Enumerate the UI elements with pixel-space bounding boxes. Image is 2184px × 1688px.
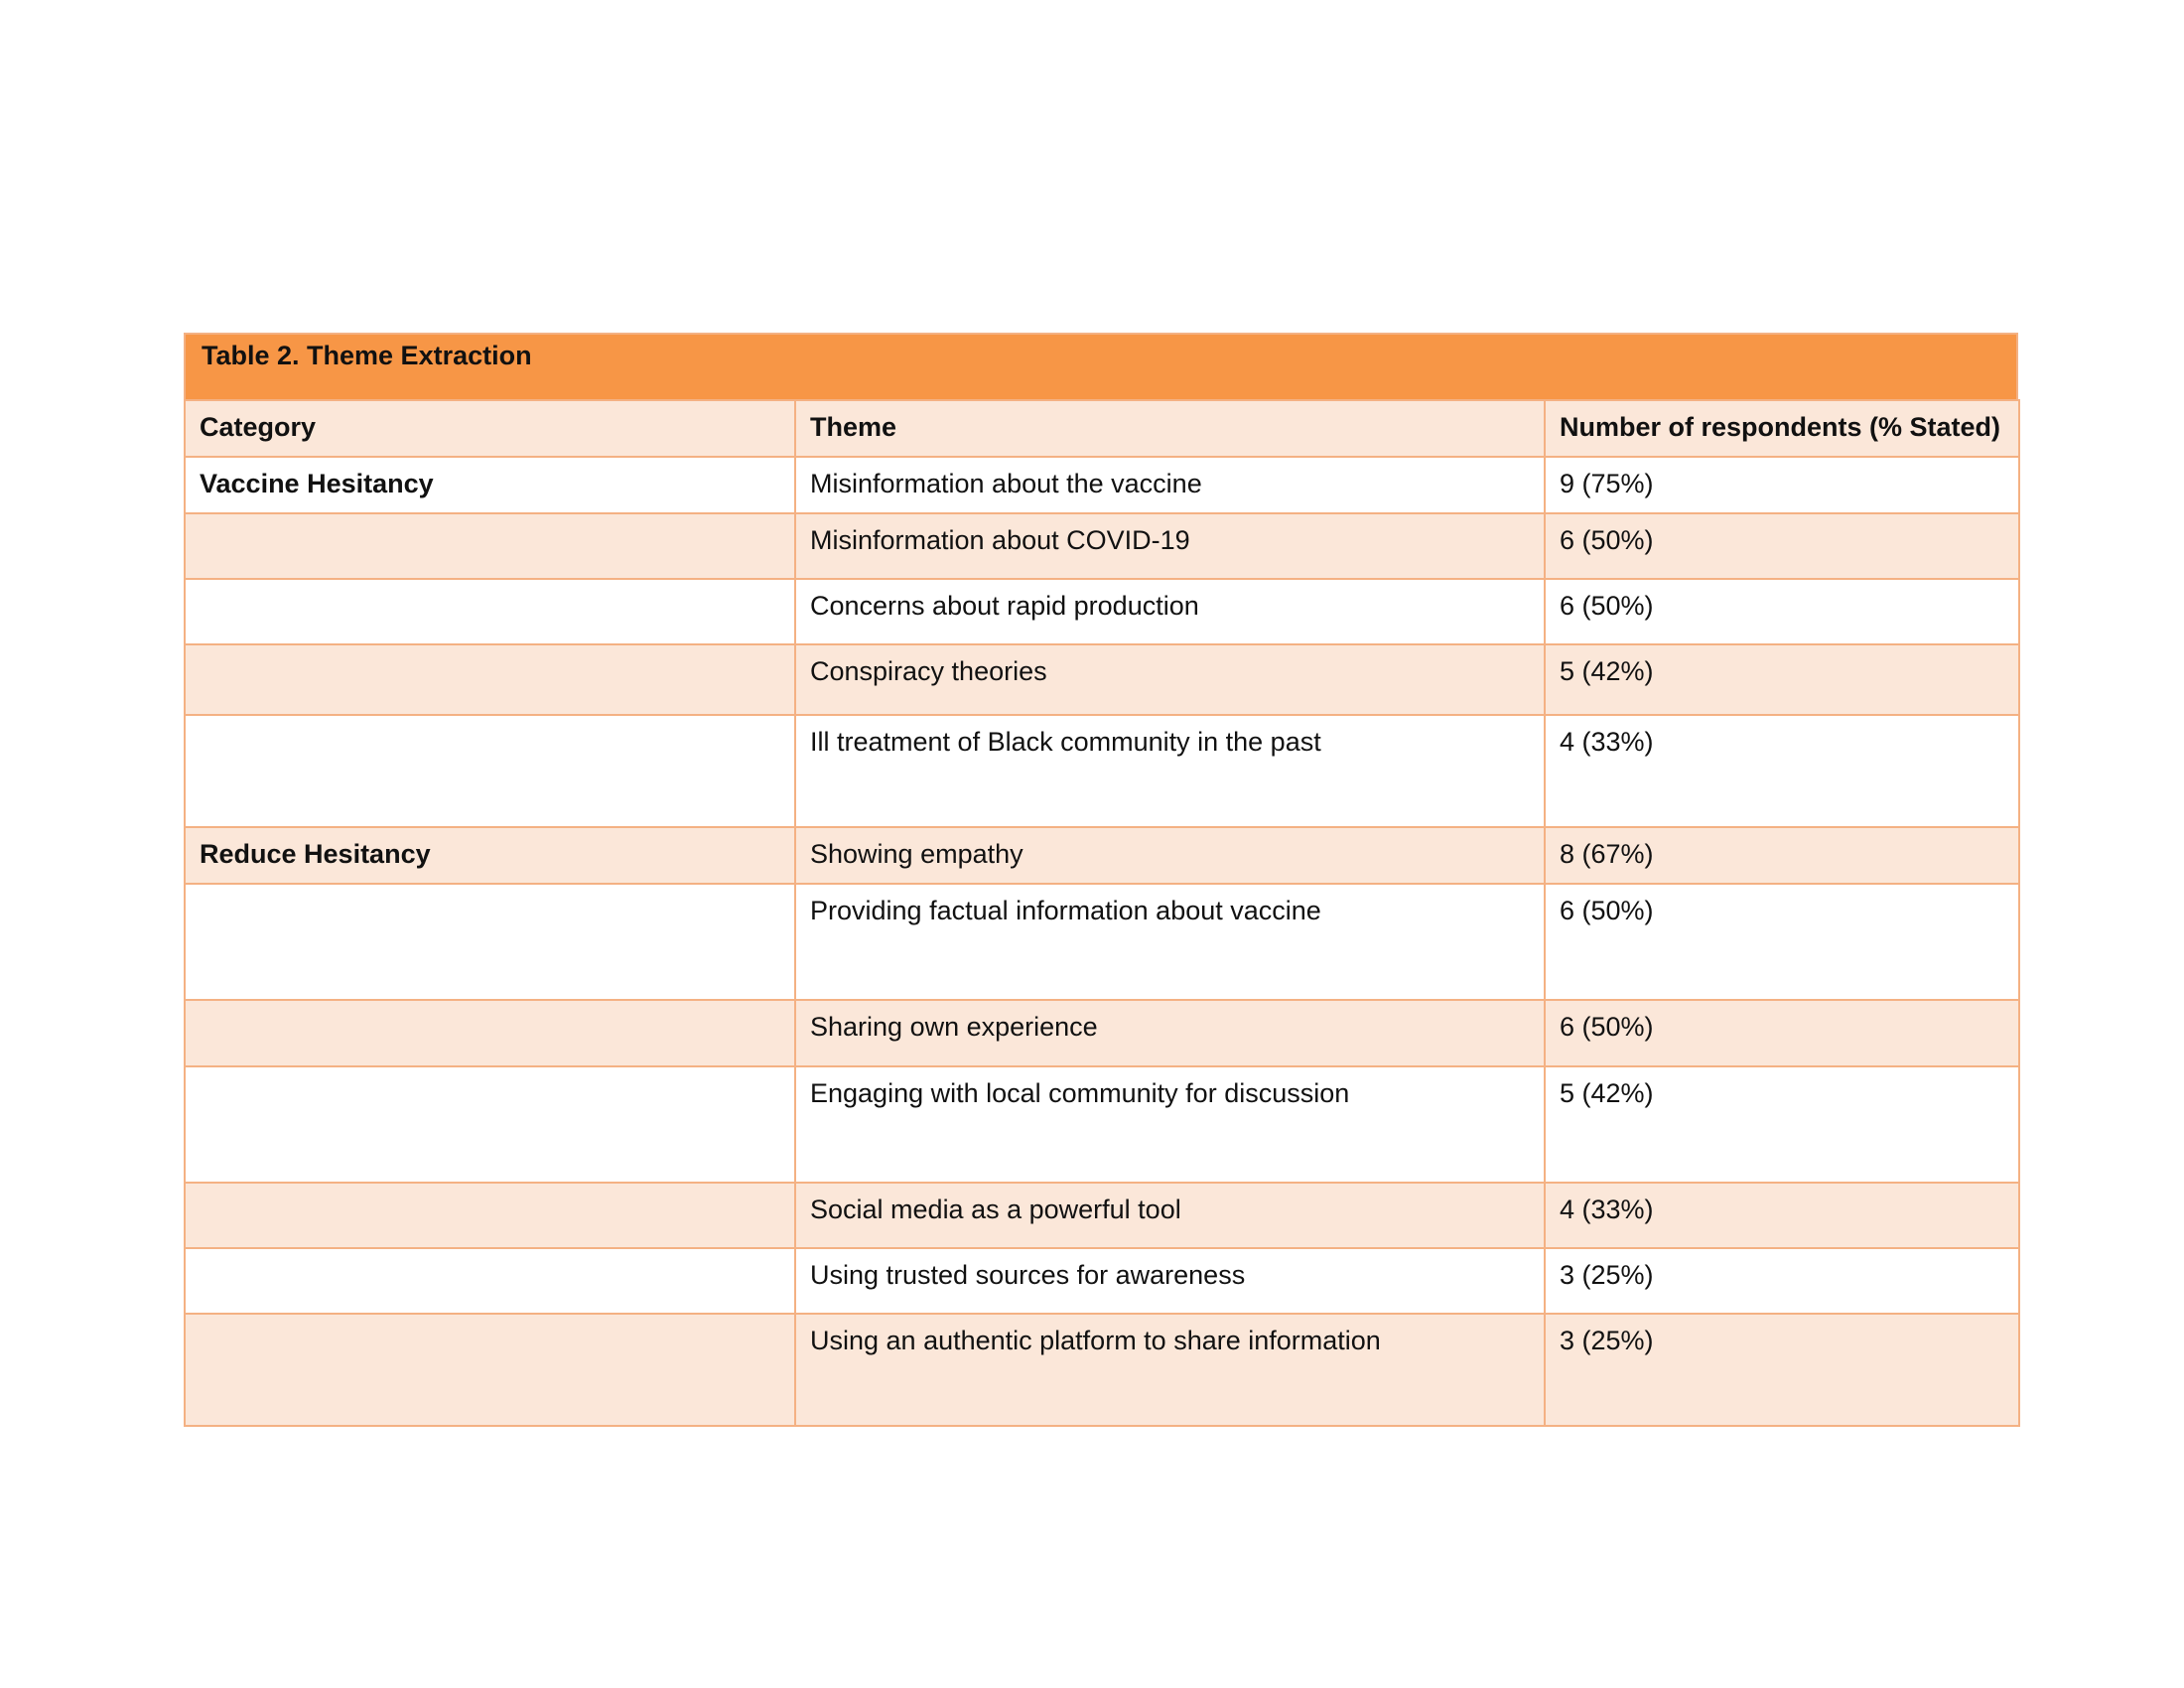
- count-cell: 8 (67%): [1545, 827, 2019, 884]
- theme-cell: Misinformation about the vaccine: [795, 457, 1545, 513]
- table-title: Table 2. Theme Extraction: [184, 333, 2018, 399]
- category-cell: [185, 513, 795, 579]
- theme-cell: Showing empathy: [795, 827, 1545, 884]
- table-row: [185, 457, 2019, 513]
- theme-cell: Concerns about rapid production: [795, 579, 1545, 644]
- category-cell: Vaccine Hesitancy: [185, 457, 795, 513]
- table-row: [185, 644, 2019, 715]
- theme-cell: Ill treatment of Black community in the past: [795, 715, 1545, 827]
- category-cell: [185, 579, 795, 644]
- count-cell: 6 (50%): [1545, 579, 2019, 644]
- table-row: [185, 1314, 2019, 1426]
- count-cell: 9 (75%): [1545, 457, 2019, 513]
- table-row: [185, 1000, 2019, 1066]
- category-cell: [185, 715, 795, 827]
- category-cell: [185, 1066, 795, 1183]
- count-cell: 3 (25%): [1545, 1314, 2019, 1426]
- table-row: [185, 513, 2019, 579]
- header-category: Category: [185, 400, 795, 457]
- category-cell: [185, 1314, 795, 1426]
- theme-cell: Sharing own experience: [795, 1000, 1545, 1066]
- table-body: [185, 400, 2019, 1426]
- category-cell: [185, 1000, 795, 1066]
- table-row: [185, 1183, 2019, 1248]
- theme-cell: Using trusted sources for awareness: [795, 1248, 1545, 1314]
- theme-cell: Misinformation about COVID-19: [795, 513, 1545, 579]
- data-table: [184, 399, 2020, 1427]
- table-row: [185, 579, 2019, 644]
- count-cell: 6 (50%): [1545, 884, 2019, 1000]
- header-theme: Theme: [795, 400, 1545, 457]
- count-cell: 4 (33%): [1545, 1183, 2019, 1248]
- theme-cell: Conspiracy theories: [795, 644, 1545, 715]
- table-row: [185, 1066, 2019, 1183]
- count-cell: 3 (25%): [1545, 1248, 2019, 1314]
- table-row: [185, 884, 2019, 1000]
- category-cell: [185, 1248, 795, 1314]
- theme-cell: Providing factual information about vaccine: [795, 884, 1545, 1000]
- category-cell: [185, 1183, 795, 1248]
- count-cell: 5 (42%): [1545, 1066, 2019, 1183]
- theme-extraction-table: [184, 333, 2018, 1427]
- header-row: [185, 400, 2019, 457]
- category-cell: [185, 884, 795, 1000]
- category-cell: [185, 644, 795, 715]
- count-cell: 6 (50%): [1545, 513, 2019, 579]
- count-cell: 6 (50%): [1545, 1000, 2019, 1066]
- table-row: [185, 715, 2019, 827]
- table-row: [185, 1248, 2019, 1314]
- theme-cell: Using an authentic platform to share information: [795, 1314, 1545, 1426]
- category-cell: Reduce Hesitancy: [185, 827, 795, 884]
- theme-cell: Engaging with local community for discussion: [795, 1066, 1545, 1183]
- theme-cell: Social media as a powerful tool: [795, 1183, 1545, 1248]
- count-cell: 4 (33%): [1545, 715, 2019, 827]
- header-count: Number of respondents (% Stated): [1545, 400, 2019, 457]
- count-cell: 5 (42%): [1545, 644, 2019, 715]
- table-row: [185, 827, 2019, 884]
